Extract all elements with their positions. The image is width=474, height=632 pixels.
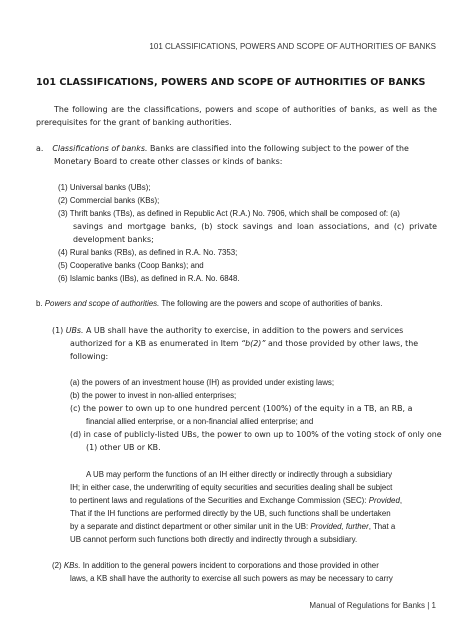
item-b-line — [36, 297, 382, 310]
ub-para-line: That if the IH functions are performed directly by the UB, such functions shall be undertaken — [70, 509, 391, 518]
list-item: (a) the powers of an investment house (IH) as provided under existing laws; — [70, 378, 335, 387]
ub-para-line — [70, 494, 402, 507]
ub-para-text: to pertinent laws and regulations of the Securities and Exchange Commission (SEC): — [70, 496, 369, 505]
ub-para-proviso: Provided — [368, 496, 400, 505]
ub-para-text: , That a — [368, 522, 396, 531]
section-title: 101 CLASSIFICATIONS, POWERS AND SCOPE OF AUTHORITIES OF BANKS — [36, 77, 426, 88]
list-item: (1) Universal banks (UBs); — [58, 183, 151, 192]
item-b-text: The following are the powers and scope of authorities of banks. — [159, 299, 383, 308]
list-item-continuation: development banks; — [73, 235, 154, 244]
ub-para-text: , — [399, 496, 403, 505]
ub-text: A UB shall have the authority to exercise, in addition to the powers and services — [83, 326, 404, 335]
ub-para-line: UB cannot perform such functions both directly and indirectly through a subsidiary. — [70, 535, 358, 544]
ub-heading: UBs. — [65, 326, 84, 335]
list-item: (5) Cooperative banks (Coop Banks); and — [58, 261, 204, 270]
list-item: (c) the power to own up to one hundred percent (100%) of the equity in a TB, an RB, a — [70, 404, 413, 413]
intro-line-1: The following are the classifications, powers and scope of authorities of banks, as well as the — [54, 105, 437, 114]
ub-para-line: IH; in either case, the underwriting of equity securities and securities dealing shall be subject — [70, 483, 393, 492]
ub-para-text: by a separate and distinct department or other similar unit in the UB: — [70, 522, 311, 531]
ub-text: and those provided by other laws, the — [265, 339, 419, 348]
list-item: (2) Commercial banks (KBs); — [58, 196, 160, 205]
ub-text: authorized for a KB as enumerated in Item — [70, 339, 242, 348]
intro-line-2: prerequisites for the grant of banking authorities. — [36, 118, 232, 127]
ub-line-1 — [52, 324, 403, 337]
item-b-heading: Powers and scope of authorities. — [44, 299, 160, 308]
item-a-marker: a. — [36, 144, 44, 153]
kb-line-2: laws, a KB shall have the authority to exercise all such powers as may be necessary to carry — [70, 574, 393, 583]
list-item: (d) in case of publicly-listed UBs, the power to own up to 100% of the voting stock of only one — [70, 430, 442, 439]
ub-line-2 — [70, 337, 418, 350]
kb-marker: (2) — [52, 561, 62, 570]
item-b-marker: b. — [36, 299, 43, 308]
ub-para-line — [70, 520, 395, 533]
list-item: (6) Islamic banks (IBs), as defined in R.A. No. 6848. — [58, 274, 240, 283]
item-a-text: Banks are classified into the following subject to the power of the — [147, 144, 409, 153]
list-item-continuation: financial allied enterprise, or a non-financial allied enterprise; and — [86, 417, 314, 426]
ub-para-proviso: Provided, further — [310, 522, 369, 531]
page-footer: Manual of Regulations for Banks | 1 — [309, 601, 436, 610]
ub-para-line: A UB may perform the functions of an IH either directly or indirectly through a subsidiary — [86, 470, 393, 479]
kb-line-1 — [52, 559, 379, 572]
list-item: (4) Rural banks (RBs), as defined in R.A. No. 7353; — [58, 248, 238, 257]
item-a-line-2: Monetary Board to create other classes or kinds of banks: — [54, 157, 283, 166]
running-header: 101 CLASSIFICATIONS, POWERS AND SCOPE OF AUTHORITIES OF BANKS — [149, 42, 436, 51]
list-item-continuation: savings and mortgage banks, (b) stock savings and loan associations, and (c) private — [73, 222, 437, 231]
list-item: (b) the power to invest in non-allied enterprises; — [70, 391, 237, 400]
ub-marker: (1) — [52, 326, 64, 335]
item-a-line-1 — [36, 142, 409, 155]
kb-text: In addition to the general powers incident to corporations and those provided in other — [80, 561, 379, 570]
list-item: (3) Thrift banks (TBs), as defined in Republic Act (R.A.) No. 7906, which shall be composed of: (a) — [58, 209, 400, 218]
item-reference: “b(2)” — [241, 339, 266, 348]
item-a-heading: Classifications of banks. — [52, 144, 148, 153]
kb-heading: KBs. — [63, 561, 81, 570]
ub-line-3: following: — [70, 352, 109, 361]
list-item-continuation: (1) other UB or KB. — [86, 443, 161, 452]
